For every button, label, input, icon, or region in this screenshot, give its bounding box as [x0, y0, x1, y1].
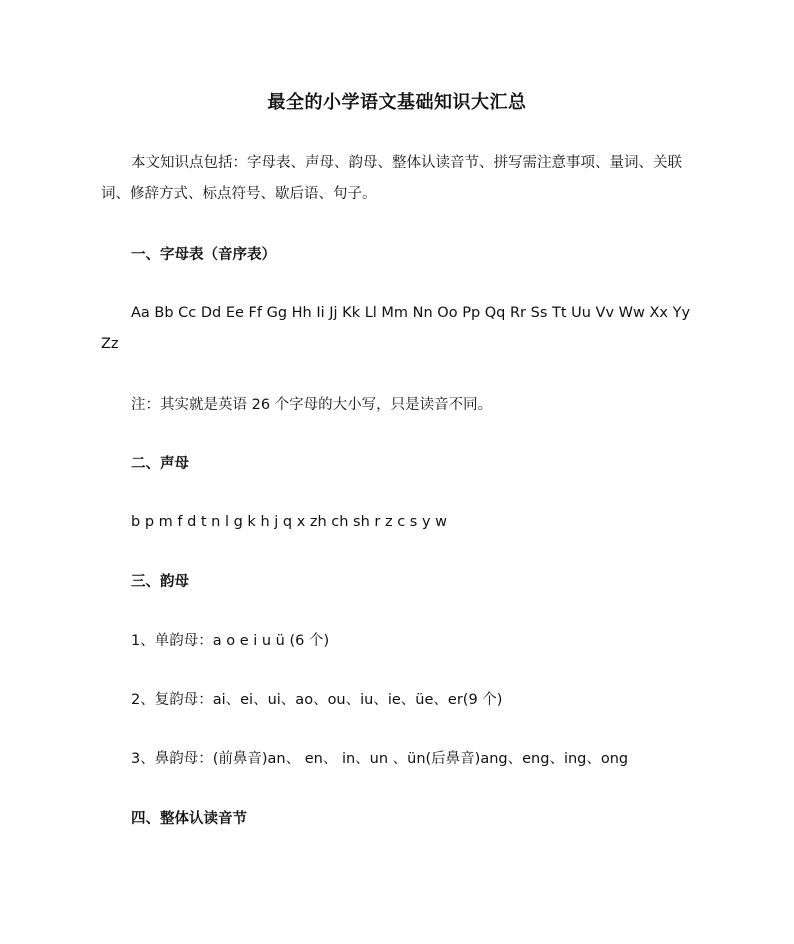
finals-item-simple: 1、单韵母：a o e i u ü (6 个) [131, 633, 330, 649]
finals-item-nasal: 3、鼻韵母：(前鼻音)an、 en、 in、un 、ün(后鼻音)ang、eng、ing、ong [131, 751, 629, 767]
finals-item-compound: 2、复韵母：ai、ei、ui、ao、ou、iu、ie、üe、er(9 个) [131, 692, 503, 708]
alphabet-note: 注：其实就是英语 26 个字母的大小写，只是读音不同。 [131, 397, 493, 413]
intro-paragraph: 本文知识点包括：字母表、声母、韵母、整体认读音节、拼写需注意事项、量词、关联词、修辞方式、标点符号、歇后语、句子。 [101, 155, 682, 202]
initials-list: b p m f d t n l g k h j q x zh ch sh r z c s y w [131, 514, 447, 530]
alphabet-letters: Aa Bb Cc Dd Ee Ff Gg Hh Ii Jj Kk Ll Mm Nn Oo Pp Qq Rr Ss Tt Uu Vv Ww Xx Yy Zz [101, 305, 691, 352]
section-heading-finals: 三、韵母 [131, 574, 189, 590]
section-heading-alphabet: 一、字母表（音序表） [131, 247, 276, 263]
section-heading-initials: 二、声母 [131, 456, 189, 472]
document-title: 最全的小学语文基础知识大汇总 [267, 92, 527, 113]
section-heading-whole-syllables: 四、整体认读音节 [131, 811, 247, 827]
